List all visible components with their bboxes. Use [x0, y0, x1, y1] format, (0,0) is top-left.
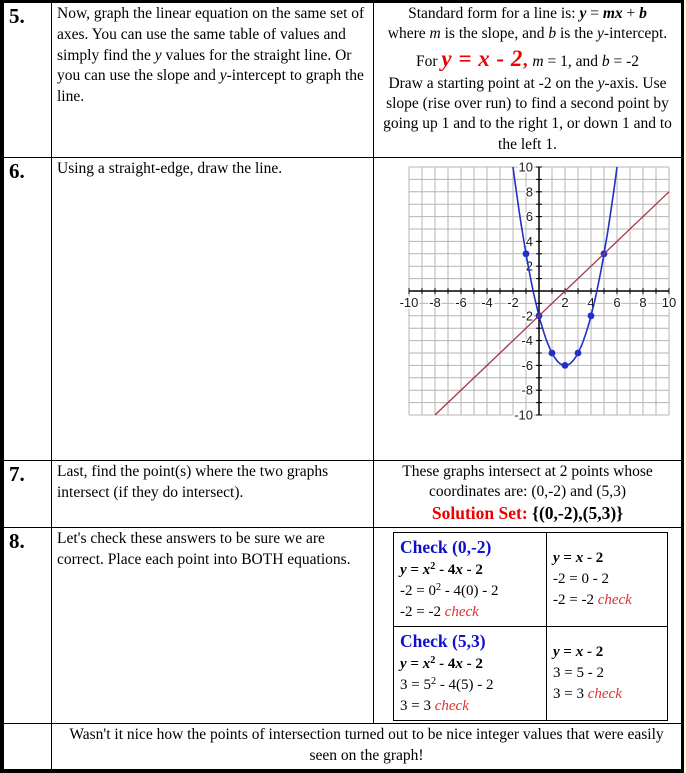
row-5 [4, 3, 682, 158]
coordinate-graph [379, 159, 679, 442]
svg-text:-10: -10 [399, 294, 419, 310]
footer-empty-cell [4, 724, 52, 770]
row-5-explanation: Standard form for a line is: y = mx + b where m is the slope, and b is the y-intercept. For y = x - 2, m = 1, and b = -2 Draw a starting point at -2 on the y-axis. Use slope (rise over run) to find a second point by going up 1 and to the right 1, or down 1 and to the left 1. [374, 3, 682, 158]
plotted-point [523, 250, 530, 257]
row-8-number: 8. [4, 528, 52, 724]
check-table-cell [374, 528, 682, 724]
plotted-point [549, 349, 556, 356]
row-7-instruction: Last, find the point(s) where the two graphs intersect (if they do intersect). [52, 460, 374, 527]
svg-text:2: 2 [561, 294, 569, 310]
row-7-explanation: These graphs intersect at 2 points whose coordinates are: (0,-2) and (5,3) Solution Set: {(0,-2),(5,3)} [374, 460, 682, 527]
check-0neg2-line: y = x - 2 -2 = 0 - 2 -2 = -2 check [547, 533, 668, 627]
row-5-instruction: Now, graph the linear equation on the same set of axes. You can use the same table of values and simply find the y values for the straight line. Or you can use the slope and y-intercept to graph the line. [52, 3, 374, 158]
svg-text:8: 8 [525, 184, 533, 200]
svg-text:-4: -4 [481, 294, 493, 310]
svg-text:-8: -8 [429, 294, 441, 310]
svg-text:-4: -4 [521, 332, 533, 348]
svg-text:-2: -2 [521, 308, 533, 324]
plotted-point [588, 312, 595, 319]
check-row-0-neg2 [394, 533, 668, 627]
check-row-5-3 [394, 627, 668, 721]
row-8-instruction: Let's check these answers to be sure we are correct. Place each point into BOTH equations. [52, 528, 374, 724]
row-8 [4, 528, 682, 724]
plotted-point [562, 362, 569, 369]
row-7 [4, 460, 682, 527]
plotted-point [575, 349, 582, 356]
svg-text:-2: -2 [507, 294, 519, 310]
row-5-number: 5. [4, 3, 52, 158]
footer-note: Wasn't it nice how the points of intersection turned out to be nice integer values that were easily seen on the graph! [52, 724, 682, 770]
svg-text:-10: -10 [514, 407, 533, 423]
check-0neg2-parabola: Check (0,-2) $y = x^2 - 4x - 2$ $-2 = 0^2 - 4(0) - 2$ -2 = -2 check [394, 533, 547, 627]
svg-text:2: 2 [525, 258, 533, 274]
svg-text:6: 6 [613, 294, 621, 310]
row-6 [4, 157, 682, 460]
check-53-line: y = x - 2 3 = 5 - 2 3 = 3 check [547, 627, 668, 721]
svg-text:-8: -8 [521, 382, 533, 398]
check-53-parabola: Check (5,3) $y = x^2 - 4x - 2$ $3 = 5^2 - 4(5) - 2$ 3 = 3 check [394, 627, 547, 721]
svg-text:10: 10 [518, 159, 533, 175]
row-6-instruction: Using a straight-edge, draw the line. [52, 157, 374, 460]
graph-svg [379, 159, 679, 437]
svg-text:6: 6 [525, 208, 533, 224]
svg-text:8: 8 [639, 294, 647, 310]
check-table [393, 532, 668, 721]
svg-text:-6: -6 [521, 357, 533, 373]
row-7-number: 7. [4, 460, 52, 527]
svg-text:4: 4 [525, 233, 533, 249]
worksheet-table [3, 2, 682, 770]
footer-row [4, 724, 682, 770]
graph-cell [374, 157, 682, 460]
svg-text:10: 10 [661, 294, 677, 310]
svg-text:-6: -6 [455, 294, 467, 310]
svg-text:4: 4 [587, 294, 595, 310]
row-6-number: 6. [4, 157, 52, 460]
